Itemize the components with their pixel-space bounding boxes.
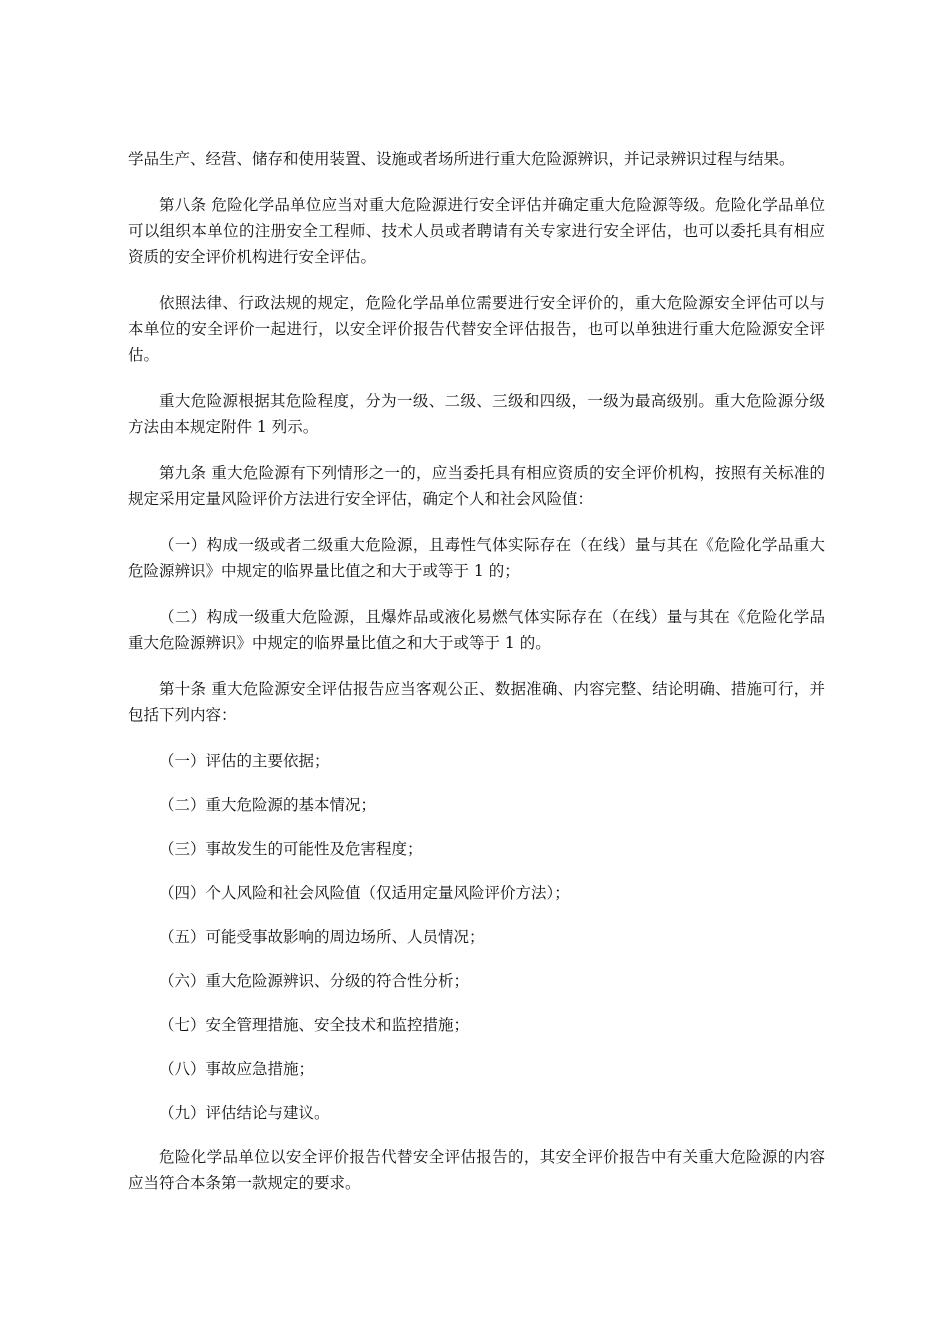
list-item-2: （二）重大危险源的基本情况； (159, 796, 377, 814)
list-item-9: （九）评估结论与建议。 (159, 1104, 330, 1122)
list-item-1: （一）评估的主要依据； (159, 752, 330, 770)
paragraph-article-9-item-1: （一）构成一级或者二级重大危险源，且毒性气体实际存在（在线）量与其在《危险化学品重大危险源辨识》中规定的临界量比值之和大于或等于 1 的； (128, 536, 825, 580)
list-item-5: （五）可能受事故影响的周边场所、人员情况； (159, 928, 485, 946)
paragraph-closing: 危险化学品单位以安全评价报告代替安全评估报告的，其安全评价报告中有关重大危险源的内容应当符合本条第一款规定的要求。 (128, 1148, 825, 1192)
list-item-3: （三）事故发生的可能性及危害程度； (159, 840, 423, 858)
list-item-8: （八）事故应急措施； (159, 1060, 315, 1078)
document-body (128, 146, 825, 1216)
paragraph-article-9-item-2: （二）构成一级重大危险源，且爆炸品或液化易燃气体实际存在（在线）量与其在《危险化学品重大危险源辨识》中规定的临界量比值之和大于或等于 1 的。 (128, 608, 825, 652)
paragraph-article-10: 第十条 重大危险源安全评估报告应当客观公正、数据准确、内容完整、结论明确、措施可行，并包括下列内容： (128, 680, 825, 724)
list-item-6: （六）重大危险源辨识、分级的符合性分析； (159, 972, 470, 990)
paragraph-continuation: 学品生产、经营、储存和使用装置、设施或者场所进行重大危险源辨识，并记录辨识过程与结果。 (128, 150, 795, 168)
paragraph-article-9: 第九条 重大危险源有下列情形之一的，应当委托具有相应资质的安全评价机构，按照有关标准的规定采用定量风险评价方法进行安全评估，确定个人和社会风险值： (128, 464, 825, 508)
paragraph-safety-evaluation: 依照法律、行政法规的规定，危险化学品单位需要进行安全评价的，重大危险源安全评估可以与本单位的安全评价一起进行，以安全评价报告代替安全评估报告，也可以单独进行重大危险源安全评估。 (128, 294, 825, 364)
list-item-4: （四）个人风险和社会风险值（仅适用定量风险评价方法）； (159, 884, 570, 902)
paragraph-article-8: 第八条 危险化学品单位应当对重大危险源进行安全评估并确定重大危险源等级。危险化学品单位可以组织本单位的注册安全工程师、技术人员或者聘请有关专家进行安全评估，也可以委托具有相应资质的安全评价机构进行安全评估。 (128, 196, 825, 266)
list-item-7: （七）安全管理措施、安全技术和监控措施； (159, 1016, 470, 1034)
paragraph-hazard-levels: 重大危险源根据其危险程度，分为一级、二级、三级和四级，一级为最高级别。重大危险源分级方法由本规定附件 1 列示。 (128, 392, 825, 436)
